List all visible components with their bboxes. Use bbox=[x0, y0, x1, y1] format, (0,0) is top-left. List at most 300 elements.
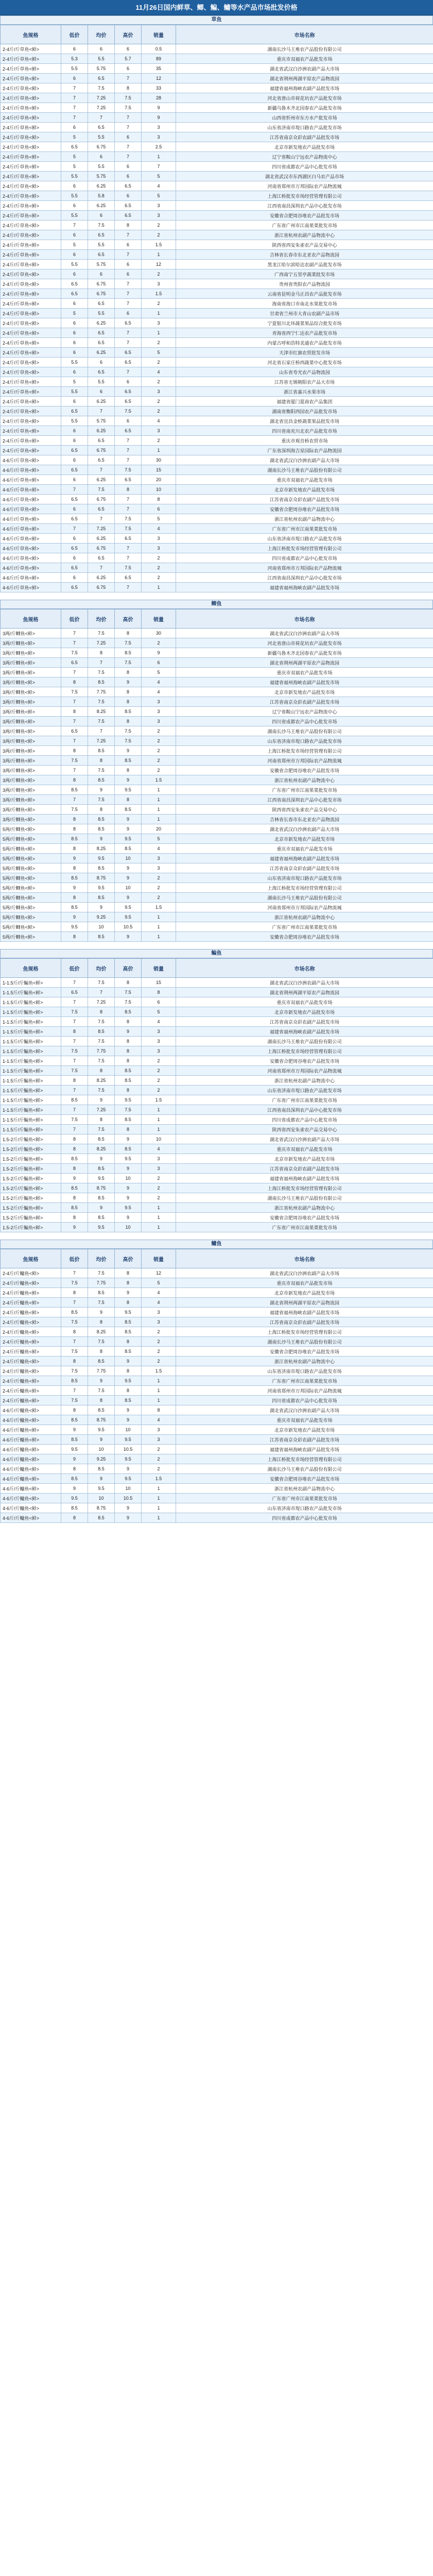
value-cell: 1 bbox=[142, 1396, 176, 1405]
table-row bbox=[1, 854, 433, 863]
table-row bbox=[1, 1105, 433, 1115]
value-cell: 9.5 bbox=[115, 1203, 142, 1213]
fish-spec-cell: 5两/斤鲫鱼<鲜> bbox=[1, 932, 61, 942]
table-row bbox=[1, 426, 433, 436]
value-cell: 8.5 bbox=[61, 1095, 88, 1105]
value-cell: 8 bbox=[142, 1405, 176, 1415]
table-row bbox=[1, 162, 433, 172]
value-cell: 3 bbox=[142, 123, 176, 132]
fish-spec-cell: 4-6斤/斤鳙鱼<鲜> bbox=[1, 1445, 61, 1454]
value-cell: 6.25 bbox=[88, 475, 115, 485]
market-name-cell: 山东省寿光农产品物流园 bbox=[176, 367, 433, 377]
value-cell: 7 bbox=[115, 123, 142, 132]
value-cell: 6.5 bbox=[61, 514, 88, 524]
column-header: 鱼规格 bbox=[1, 959, 61, 978]
market-name-cell: 北京市新发地农产品批发市场 bbox=[176, 834, 433, 844]
value-cell: 9 bbox=[88, 1376, 115, 1386]
value-cell: 2 bbox=[142, 358, 176, 367]
value-cell: 9 bbox=[61, 883, 88, 893]
section-gap bbox=[0, 942, 433, 949]
value-cell: 2 bbox=[142, 377, 176, 387]
value-cell: 2 bbox=[142, 893, 176, 903]
value-cell: 7.5 bbox=[88, 485, 115, 495]
value-cell: 2 bbox=[142, 436, 176, 446]
market-name-cell: 湖南长沙马王堆农产品股份有限公司 bbox=[176, 1337, 433, 1347]
fish-spec-cell: 1-1.5斤/斤鳊鱼<鲜> bbox=[1, 1007, 61, 1017]
table-row bbox=[1, 377, 433, 387]
value-cell: 5 bbox=[61, 309, 88, 318]
value-cell: 6 bbox=[115, 377, 142, 387]
market-name-cell: 湖南长沙马王堆农产品股份有限公司 bbox=[176, 726, 433, 736]
table-row bbox=[1, 279, 433, 289]
value-cell: 9 bbox=[115, 677, 142, 687]
value-cell: 7 bbox=[61, 997, 88, 1007]
value-cell: 9 bbox=[88, 1435, 115, 1445]
fish-spec-cell: 5两/斤鲫鱼<鲜> bbox=[1, 873, 61, 883]
value-cell: 10 bbox=[115, 883, 142, 893]
fish-spec-cell: 4-6斤/斤草鱼<鲜> bbox=[1, 485, 61, 495]
market-name-cell: 河北省石家庄桥西蔬菜中心批发市场 bbox=[176, 358, 433, 367]
fish-spec-cell: 2-4斤/斤鳙鱼<鲜> bbox=[1, 1337, 61, 1347]
table-row bbox=[1, 1513, 433, 1523]
market-name-cell: 江苏省南京众彩农副产品批发市场 bbox=[176, 1164, 433, 1174]
fish-spec-cell: 3两/斤鲫鱼<鲜> bbox=[1, 638, 61, 648]
value-cell: 7.5 bbox=[115, 406, 142, 416]
fish-spec-cell: 5两/斤鲫鱼<鲜> bbox=[1, 883, 61, 893]
table-row bbox=[1, 309, 433, 318]
market-name-cell: 辽宁省鞍山宁远农产品物流中心 bbox=[176, 707, 433, 717]
table-row bbox=[1, 756, 433, 766]
market-name-cell: 福建省福州海峡农副产品批发市场 bbox=[176, 583, 433, 592]
table-row bbox=[1, 240, 433, 250]
fish-spec-cell: 1-1.5斤/斤鳊鱼<鲜> bbox=[1, 1066, 61, 1076]
value-cell: 7 bbox=[115, 230, 142, 240]
value-cell: 6.5 bbox=[115, 475, 142, 485]
table-row bbox=[1, 1415, 433, 1425]
market-name-cell: 福建省厦门夏商农产品集团 bbox=[176, 397, 433, 406]
value-cell: 7 bbox=[61, 1337, 88, 1347]
value-cell: 7.5 bbox=[115, 997, 142, 1007]
value-cell: 7.5 bbox=[61, 1317, 88, 1327]
market-name-cell: 内蒙古呼和浩特美通农产品批发市场 bbox=[176, 338, 433, 348]
value-cell: 1 bbox=[142, 1484, 176, 1494]
market-name-cell: 四川省成都农产品中心批发市场 bbox=[176, 717, 433, 726]
value-cell: 8 bbox=[61, 1213, 88, 1223]
value-cell: 6 bbox=[88, 44, 115, 54]
fish-spec-cell: 1-1.5斤/斤鳊鱼<鲜> bbox=[1, 988, 61, 997]
value-cell: 9.5 bbox=[115, 1454, 142, 1464]
value-cell: 7.5 bbox=[88, 717, 115, 726]
value-cell: 6 bbox=[142, 997, 176, 1007]
value-cell: 9 bbox=[115, 1134, 142, 1144]
value-cell: 7 bbox=[88, 658, 115, 668]
value-cell: 9 bbox=[115, 1164, 142, 1174]
market-name-cell: 广东省广州市江南果菜批发市场 bbox=[176, 1223, 433, 1232]
value-cell: 20 bbox=[142, 824, 176, 834]
market-name-cell: 福建省福州海峡农副产品批发市场 bbox=[176, 677, 433, 687]
value-cell: 6.5 bbox=[115, 318, 142, 328]
value-cell: 3 bbox=[142, 426, 176, 436]
market-name-cell: 河南省郑州市万邦国际农产品物流城 bbox=[176, 181, 433, 191]
market-name-cell: 辽宁省鞍山宁远农产品物流中心 bbox=[176, 152, 433, 162]
value-cell: 4 bbox=[142, 1288, 176, 1298]
column-header: 销量 bbox=[142, 609, 176, 629]
table-row bbox=[1, 1213, 433, 1223]
section-gap bbox=[0, 1232, 433, 1240]
value-cell: 5 bbox=[142, 514, 176, 524]
fish-spec-cell: 4-6斤/斤鳙鱼<鲜> bbox=[1, 1513, 61, 1523]
value-cell: 1 bbox=[142, 805, 176, 815]
value-cell: 9 bbox=[115, 1193, 142, 1203]
table-row bbox=[1, 1317, 433, 1327]
value-cell: 5.5 bbox=[88, 54, 115, 64]
market-name-cell: 湖北省武汉白沙洲农副产品大市场 bbox=[176, 1405, 433, 1415]
value-cell: 8 bbox=[61, 1027, 88, 1037]
value-cell: 6 bbox=[61, 367, 88, 377]
value-cell: 6 bbox=[88, 269, 115, 279]
value-cell: 8 bbox=[61, 1288, 88, 1298]
value-cell: 9 bbox=[115, 932, 142, 942]
value-cell: 8.5 bbox=[88, 1134, 115, 1144]
table-row bbox=[1, 1076, 433, 1086]
value-cell: 6.5 bbox=[61, 142, 88, 152]
value-cell: 8 bbox=[61, 844, 88, 854]
value-cell: 3 bbox=[142, 279, 176, 289]
value-cell: 6.5 bbox=[115, 358, 142, 367]
value-cell: 7 bbox=[115, 436, 142, 446]
value-cell: 8 bbox=[61, 932, 88, 942]
value-cell: 7.5 bbox=[88, 697, 115, 707]
value-cell: 1 bbox=[142, 1105, 176, 1115]
value-cell: 6 bbox=[61, 436, 88, 446]
value-cell: 7.5 bbox=[88, 629, 115, 638]
fish-spec-cell: 4-6斤/斤鳙鱼<鲜> bbox=[1, 1464, 61, 1474]
value-cell: 1 bbox=[142, 1223, 176, 1232]
market-name-cell: 海南省海口市南北水果批发市场 bbox=[176, 299, 433, 309]
value-cell: 9 bbox=[61, 912, 88, 922]
column-header: 市场名称 bbox=[176, 609, 433, 629]
fish-spec-cell: 2-4斤/斤草鱼<鲜> bbox=[1, 406, 61, 416]
value-cell: 8 bbox=[115, 1017, 142, 1027]
fish-spec-cell: 3两/斤鲫鱼<鲜> bbox=[1, 746, 61, 756]
fish-spec-cell: 2-4斤/斤草鱼<鲜> bbox=[1, 221, 61, 230]
fish-spec-cell: 4-6斤/斤鳙鱼<鲜> bbox=[1, 1494, 61, 1503]
price-table bbox=[0, 958, 433, 1232]
value-cell: 9.5 bbox=[115, 1435, 142, 1445]
fish-spec-cell: 2-4斤/斤草鱼<鲜> bbox=[1, 93, 61, 103]
value-cell: 7.5 bbox=[61, 756, 88, 766]
table-row bbox=[1, 230, 433, 240]
value-cell: 3 bbox=[142, 1425, 176, 1435]
value-cell: 9.5 bbox=[115, 1376, 142, 1386]
value-cell: 7.5 bbox=[115, 736, 142, 746]
value-cell: 4 bbox=[142, 1144, 176, 1154]
value-cell: 8.5 bbox=[61, 1503, 88, 1513]
value-cell: 9.5 bbox=[115, 1308, 142, 1317]
value-cell: 12 bbox=[142, 1268, 176, 1278]
value-cell: 6 bbox=[61, 201, 88, 211]
fish-spec-cell: 1-1.5斤/斤鳊鱼<鲜> bbox=[1, 1076, 61, 1086]
value-cell: 7 bbox=[88, 563, 115, 573]
value-cell: 9.5 bbox=[88, 1223, 115, 1232]
value-cell: 7 bbox=[115, 504, 142, 514]
fish-spec-cell: 3两/斤鲫鱼<鲜> bbox=[1, 677, 61, 687]
value-cell: 6.5 bbox=[61, 446, 88, 455]
value-cell: 9.5 bbox=[88, 1425, 115, 1435]
value-cell: 2 bbox=[142, 1183, 176, 1193]
market-name-cell: 重庆市双福农产品批发市场 bbox=[176, 1144, 433, 1154]
value-cell: 1 bbox=[142, 1386, 176, 1396]
value-cell: 0.5 bbox=[142, 44, 176, 54]
table-row bbox=[1, 83, 433, 93]
value-cell: 1.5 bbox=[142, 1095, 176, 1105]
value-cell: 7.75 bbox=[88, 1278, 115, 1288]
market-name-cell: 福建省福州海峡农副产品批发市场 bbox=[176, 1308, 433, 1317]
value-cell: 3 bbox=[142, 1317, 176, 1327]
fish-spec-cell: 1-1.5斤/斤鳊鱼<鲜> bbox=[1, 1027, 61, 1037]
value-cell: 8 bbox=[61, 775, 88, 785]
fish-spec-cell: 3两/斤鲫鱼<鲜> bbox=[1, 629, 61, 638]
market-name-cell: 浙江省杭州农副产品物流中心 bbox=[176, 1484, 433, 1494]
value-cell: 8 bbox=[115, 1337, 142, 1347]
value-cell: 6 bbox=[61, 181, 88, 191]
value-cell: 8 bbox=[115, 1366, 142, 1376]
header-row bbox=[1, 609, 433, 629]
value-cell: 6 bbox=[61, 573, 88, 583]
value-cell: 9.5 bbox=[88, 1174, 115, 1183]
table-row bbox=[1, 1484, 433, 1494]
value-cell: 5.5 bbox=[61, 387, 88, 397]
value-cell: 3 bbox=[142, 534, 176, 544]
value-cell: 8.5 bbox=[88, 1193, 115, 1203]
value-cell: 6 bbox=[142, 658, 176, 668]
value-cell: 7.25 bbox=[88, 524, 115, 534]
value-cell: 3 bbox=[142, 854, 176, 863]
value-cell: 6 bbox=[88, 387, 115, 397]
table-row bbox=[1, 1134, 433, 1144]
value-cell: 7 bbox=[61, 668, 88, 677]
value-cell: 8.5 bbox=[61, 1183, 88, 1193]
value-cell: 5.5 bbox=[61, 172, 88, 181]
column-header: 销量 bbox=[142, 959, 176, 978]
value-cell: 8 bbox=[88, 805, 115, 815]
value-cell: 7 bbox=[61, 221, 88, 230]
fish-spec-cell: 3两/斤鲫鱼<鲜> bbox=[1, 795, 61, 805]
value-cell: 20 bbox=[142, 475, 176, 485]
fish-spec-cell: 4-6斤/斤草鱼<鲜> bbox=[1, 475, 61, 485]
value-cell: 9.5 bbox=[88, 854, 115, 863]
fish-spec-cell: 4-6斤/斤鳙鱼<鲜> bbox=[1, 1435, 61, 1445]
value-cell: 6.5 bbox=[115, 426, 142, 436]
table-row bbox=[1, 260, 433, 269]
table-row bbox=[1, 142, 433, 152]
fish-spec-cell: 3两/斤鲫鱼<鲜> bbox=[1, 717, 61, 726]
fish-spec-cell: 4-6斤/斤鳙鱼<鲜> bbox=[1, 1405, 61, 1415]
value-cell: 8.5 bbox=[115, 648, 142, 658]
value-cell: 9 bbox=[88, 903, 115, 912]
table-row bbox=[1, 1405, 433, 1415]
value-cell: 5.5 bbox=[88, 309, 115, 318]
market-name-cell: 江苏省南京众彩农副产品批发市场 bbox=[176, 863, 433, 873]
fish-spec-cell: 3两/斤鲫鱼<鲜> bbox=[1, 707, 61, 717]
value-cell: 5.75 bbox=[88, 416, 115, 426]
market-name-cell: 山东省济南市堤口路农产品批发市场 bbox=[176, 1086, 433, 1095]
value-cell: 4 bbox=[142, 1415, 176, 1425]
value-cell: 8 bbox=[115, 83, 142, 93]
value-cell: 3 bbox=[142, 1308, 176, 1317]
fish-spec-cell: 2-4斤/斤草鱼<鲜> bbox=[1, 44, 61, 54]
table-row bbox=[1, 103, 433, 113]
fish-spec-cell: 2-4斤/斤草鱼<鲜> bbox=[1, 123, 61, 132]
market-name-cell: 江西省南昌深圳农产品中心批发市场 bbox=[176, 201, 433, 211]
table-row bbox=[1, 1288, 433, 1298]
value-cell: 8 bbox=[61, 1134, 88, 1144]
value-cell: 5.5 bbox=[61, 416, 88, 426]
value-cell: 8 bbox=[115, 1386, 142, 1396]
value-cell: 6.5 bbox=[61, 279, 88, 289]
value-cell: 8.25 bbox=[88, 844, 115, 854]
fish-spec-cell: 2-4斤/斤草鱼<鲜> bbox=[1, 436, 61, 446]
value-cell: 7.5 bbox=[115, 514, 142, 524]
value-cell: 1 bbox=[142, 1203, 176, 1213]
table-row bbox=[1, 1337, 433, 1347]
value-cell: 2 bbox=[142, 1327, 176, 1337]
value-cell: 7 bbox=[61, 1386, 88, 1396]
value-cell: 2 bbox=[142, 338, 176, 348]
table-row bbox=[1, 805, 433, 815]
value-cell: 6.5 bbox=[88, 230, 115, 240]
value-cell: 6 bbox=[61, 250, 88, 260]
value-cell: 3 bbox=[142, 1164, 176, 1174]
value-cell: 5.75 bbox=[88, 64, 115, 74]
value-cell: 7.5 bbox=[61, 805, 88, 815]
market-name-cell: 浙江省杭州农副产品物流中心 bbox=[176, 912, 433, 922]
value-cell: 2 bbox=[142, 406, 176, 416]
value-cell: 5 bbox=[61, 162, 88, 172]
value-cell: 9 bbox=[61, 1425, 88, 1435]
value-cell: 5.8 bbox=[88, 191, 115, 201]
fish-spec-cell: 2-4斤/斤草鱼<鲜> bbox=[1, 387, 61, 397]
value-cell: 8 bbox=[115, 766, 142, 775]
fish-spec-cell: 2-4斤/斤草鱼<鲜> bbox=[1, 348, 61, 358]
fish-spec-cell: 3两/斤鲫鱼<鲜> bbox=[1, 805, 61, 815]
table-row bbox=[1, 152, 433, 162]
value-cell: 8 bbox=[115, 629, 142, 638]
value-cell: 3 bbox=[142, 697, 176, 707]
value-cell: 6.5 bbox=[61, 544, 88, 553]
value-cell: 6.5 bbox=[61, 495, 88, 504]
value-cell: 6.5 bbox=[115, 348, 142, 358]
value-cell: 1 bbox=[142, 152, 176, 162]
fish-spec-cell: 2-4斤/斤草鱼<鲜> bbox=[1, 64, 61, 74]
value-cell: 7.5 bbox=[115, 988, 142, 997]
table-row bbox=[1, 1066, 433, 1076]
value-cell: 7 bbox=[115, 279, 142, 289]
value-cell: 7 bbox=[61, 629, 88, 638]
market-name-cell: 湖南长沙马王堆农产品股份有限公司 bbox=[176, 1193, 433, 1203]
table-row bbox=[1, 775, 433, 785]
value-cell: 6.75 bbox=[88, 583, 115, 592]
table-row bbox=[1, 912, 433, 922]
value-cell: 6.5 bbox=[61, 583, 88, 592]
value-cell: 7 bbox=[61, 1125, 88, 1134]
value-cell: 8.5 bbox=[115, 707, 142, 717]
value-cell: 6.25 bbox=[88, 201, 115, 211]
value-cell: 9.5 bbox=[88, 883, 115, 893]
market-name-cell: 新疆乌鲁木齐北园春农产品批发市场 bbox=[176, 103, 433, 113]
value-cell: 9 bbox=[88, 1474, 115, 1484]
value-cell: 8.5 bbox=[88, 824, 115, 834]
value-cell: 8.5 bbox=[61, 1154, 88, 1164]
market-name-cell: 贵州省贵阳农产品物流园 bbox=[176, 279, 433, 289]
value-cell: 6.5 bbox=[88, 436, 115, 446]
value-cell: 7.5 bbox=[115, 103, 142, 113]
value-cell: 5.5 bbox=[61, 64, 88, 74]
value-cell: 6.5 bbox=[88, 553, 115, 563]
value-cell: 2.5 bbox=[142, 142, 176, 152]
value-cell: 6.5 bbox=[88, 328, 115, 338]
fish-spec-cell: 2-4斤/斤草鱼<鲜> bbox=[1, 299, 61, 309]
market-name-cell: 四川省成都农产品中心批发市场 bbox=[176, 1396, 433, 1405]
table-row bbox=[1, 132, 433, 142]
value-cell: 4 bbox=[142, 687, 176, 697]
value-cell: 7.5 bbox=[61, 687, 88, 697]
market-name-cell: 安徽省合肥周谷堆农产品批发市场 bbox=[176, 766, 433, 775]
value-cell: 7.5 bbox=[88, 1037, 115, 1046]
table-row bbox=[1, 903, 433, 912]
value-cell: 8.5 bbox=[115, 1347, 142, 1357]
value-cell: 8.5 bbox=[115, 1115, 142, 1125]
fish-spec-cell: 1-1.5斤/斤鳊鱼<鲜> bbox=[1, 1086, 61, 1095]
value-cell: 10 bbox=[142, 1134, 176, 1144]
value-cell: 5.75 bbox=[88, 172, 115, 181]
fish-spec-cell: 2-4斤/斤草鱼<鲜> bbox=[1, 201, 61, 211]
column-header: 低价 bbox=[61, 25, 88, 44]
column-header: 高价 bbox=[115, 609, 142, 629]
market-name-cell: 福建省福州海峡农副产品批发市场 bbox=[176, 1445, 433, 1454]
value-cell: 9 bbox=[115, 1415, 142, 1425]
value-cell: 6.5 bbox=[61, 988, 88, 997]
header-row bbox=[1, 959, 433, 978]
value-cell: 6 bbox=[61, 230, 88, 240]
fish-spec-cell: 1-1.5斤/斤鳊鱼<鲜> bbox=[1, 1115, 61, 1125]
value-cell: 8.5 bbox=[88, 815, 115, 824]
table-row bbox=[1, 932, 433, 942]
column-header: 市场名称 bbox=[176, 959, 433, 978]
fish-spec-cell: 2-4斤/斤草鱼<鲜> bbox=[1, 338, 61, 348]
value-cell: 8 bbox=[61, 1327, 88, 1337]
value-cell: 8.5 bbox=[88, 1164, 115, 1174]
value-cell: 3 bbox=[142, 201, 176, 211]
table-row bbox=[1, 553, 433, 563]
value-cell: 8 bbox=[61, 893, 88, 903]
value-cell: 1 bbox=[142, 795, 176, 805]
value-cell: 6 bbox=[88, 358, 115, 367]
market-name-cell: 湖北省武汉白沙洲农副产品大市场 bbox=[176, 64, 433, 74]
value-cell: 7 bbox=[88, 988, 115, 997]
table-row bbox=[1, 1056, 433, 1066]
value-cell: 7 bbox=[61, 1017, 88, 1027]
value-cell: 10.5 bbox=[115, 1494, 142, 1503]
value-cell: 12 bbox=[142, 260, 176, 269]
value-cell: 10 bbox=[115, 854, 142, 863]
market-name-cell: 江苏省南京众彩农副产品批发市场 bbox=[176, 1435, 433, 1445]
value-cell: 7 bbox=[115, 553, 142, 563]
table-row bbox=[1, 123, 433, 132]
value-cell: 7.5 bbox=[115, 563, 142, 573]
table-row bbox=[1, 1193, 433, 1203]
value-cell: 8 bbox=[61, 707, 88, 717]
